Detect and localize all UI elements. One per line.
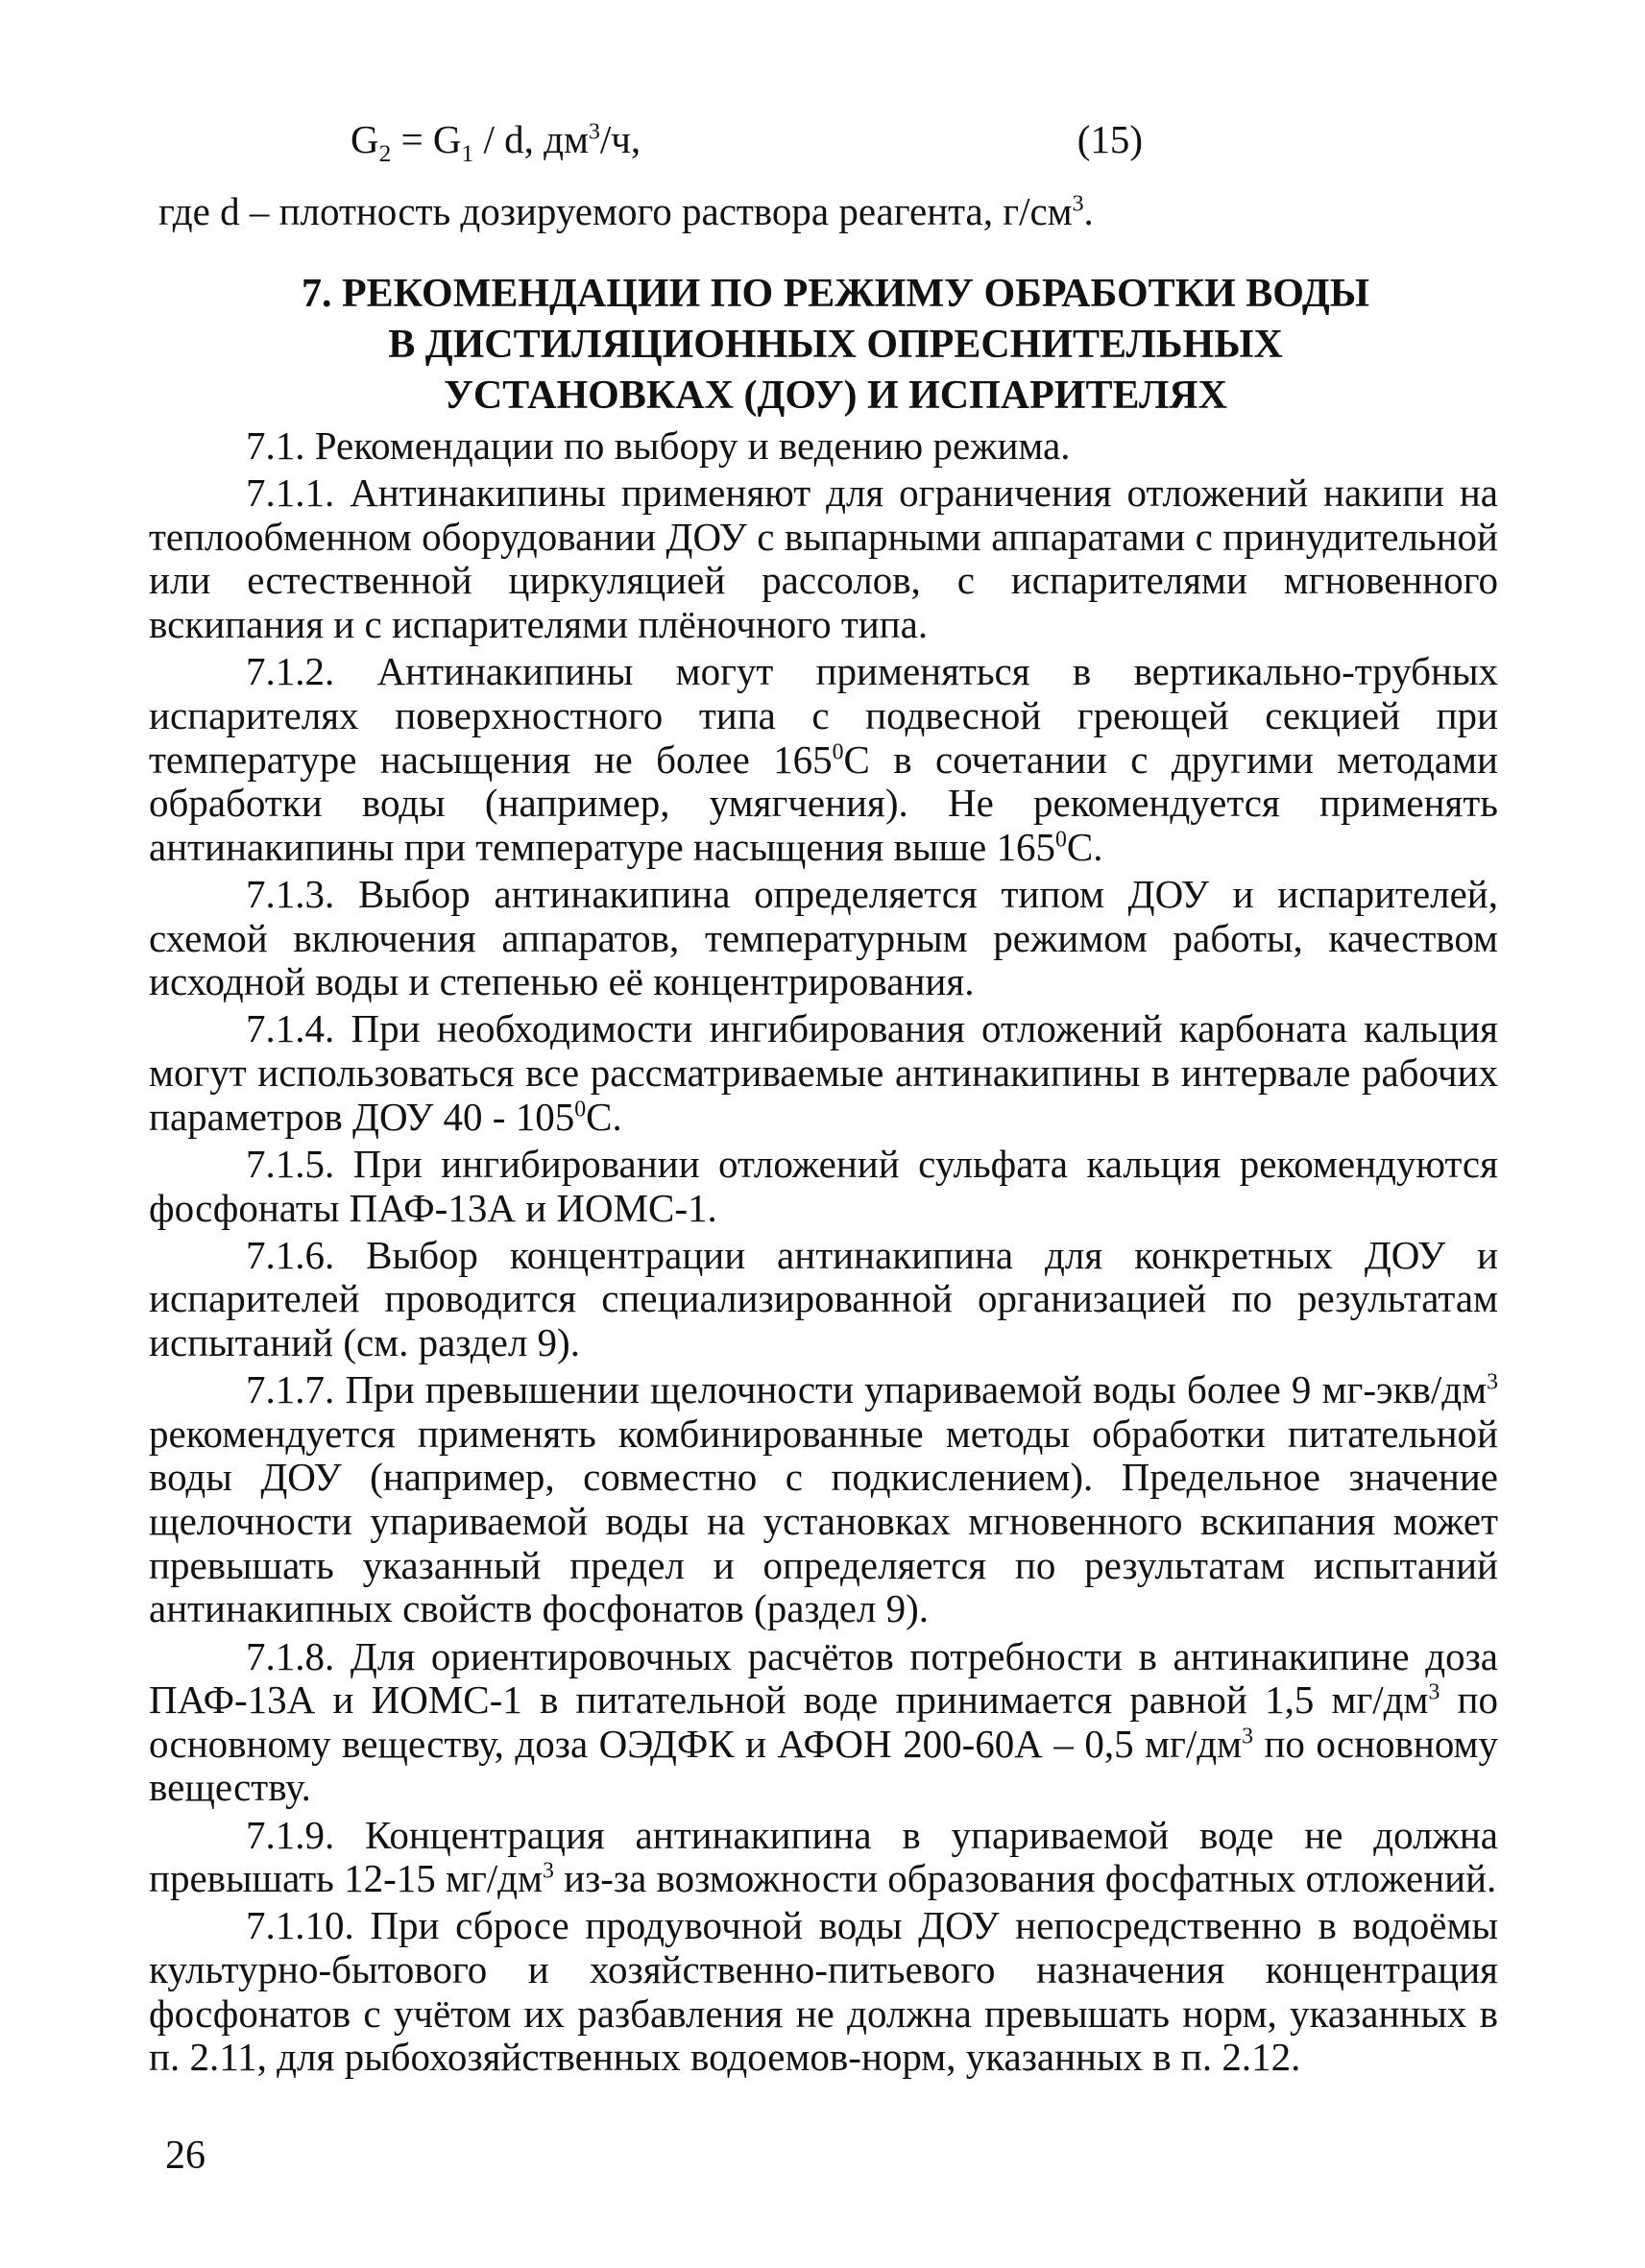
formula-15 — [351, 110, 1143, 168]
paragraph-7-1-6: 7.1.6. Выбор концентрации антинакипина для конкретных ДОУ и испарителей проводится специализированной организацией по результатам испытаний (см. раздел 9). — [149, 1232, 1498, 1364]
section-heading-line-3: УСТАНОВКАХ (ДОУ) И ИСПАРИТЕЛЯХ — [444, 374, 1227, 418]
paragraph-7-1: 7.1. Рекомендации по выбору и ведению режима. — [246, 423, 1071, 468]
page-number: 26 — [165, 2134, 206, 2178]
paragraph-7-1-10: 7.1.10. При сбросе продувочной воды ДОУ непосредственно в водоёмы культурно-бытового и хозяйственно-питьевого назначения концентрация фосфонатов с учётом их разбавления не должна превышать норм, указанных в п. 2.11, для рыбохозяйственных водоемов-норм, указанных в п. 2.12. — [149, 1903, 1498, 2080]
paragraph-7-1-7: 7.1.7. При превышении щелочности упариваемой воды более 9 $мг-экв/дм^3$ рекомендуется применять комбинированные методы обработки питательной воды ДОУ (например, совместно с подкислением). Предельное значение щелочности упариваемой воды на установках мгновенного вскипания может превышать указанный предел и определяется по результатам испытаний антинакипных свойств фосфонатов (раздел 9). — [149, 1367, 1498, 1631]
section-heading — [154, 269, 1517, 422]
section-heading-line-1: 7. РЕКОМЕНДАЦИИ ПО РЕЖИМУ ОБРАБОТКИ ВОДЫ — [301, 272, 1370, 316]
paragraph-7-1-2: 7.1.2. Антинакипины могут применяться в вертикально-трубных испарителях поверхностного типа с подвесной греющей секцией при температуре насыщения не более $165^0С$ в сочетании с другими методами обработки воды (например, умягчения). Не рекомендуется применять антинакипины при температуре насыщения выше $165^0С$. — [149, 649, 1499, 869]
paragraph-7-1-9: 7.1.9. Концентрация антинакипина в упариваемой воде не должна превышать 12-15 $мг/дм^3$ из-за возможности образования фосфатных отложений. — [149, 1812, 1498, 1901]
formula-expression: $G_2 = G_1 / d$, $дм^3/ч$, — [351, 117, 641, 168]
paragraph-7-1-3: 7.1.3. Выбор антинакипина определяется типом ДОУ и испарителей, схемой включения аппаратов, температурным режимом работы, качеством исходной воды и степенью её концентрирования. — [149, 872, 1498, 1004]
paragraph-7-1-4: 7.1.4. При необходимости ингибирования отложений карбоната кальция могут использоваться все рассматриваемые антинакипины в интервале рабочих параметров ДОУ $40 - 105^0С$. — [149, 1006, 1498, 1139]
formula-explanation: где d – плотность дозируемого раствора реагента, $г/см^3$. — [158, 189, 1094, 233]
paragraph-7-1-8: 7.1.8. Для ориентировочных расчётов потребности в антинакипине доза ПАФ-13А и ИОМС-1 в питательной воде принимается равной 1,5 $мг/дм^3$ по основному веществу, доза ОЭДФК и АФОН 200-60А – 0,5 $мг/дм^3$ по основному веществу. — [149, 1633, 1498, 1810]
formula-number: (15) — [1077, 117, 1143, 161]
paragraph-7-1-5: 7.1.5. При ингибировании отложений сульфата кальция рекомендуются фосфонаты ПАФ-13А и ИОМС-1. — [149, 1141, 1498, 1230]
paragraph-7-1-1: 7.1.1. Антинакипины применяют для ограничения отложений накипи на теплообменном оборудовании ДОУ с выпарными аппаратами с принудительной или естественной циркуляцией рассолов, с испарителями мгновенного вскипания и с испарителями плёночного типа. — [149, 470, 1498, 647]
section-body — [149, 424, 1498, 2084]
section-heading-line-2: В ДИСТИЛЯЦИОННЫХ ОПРЕСНИТЕЛЬНЫХ — [388, 323, 1283, 367]
